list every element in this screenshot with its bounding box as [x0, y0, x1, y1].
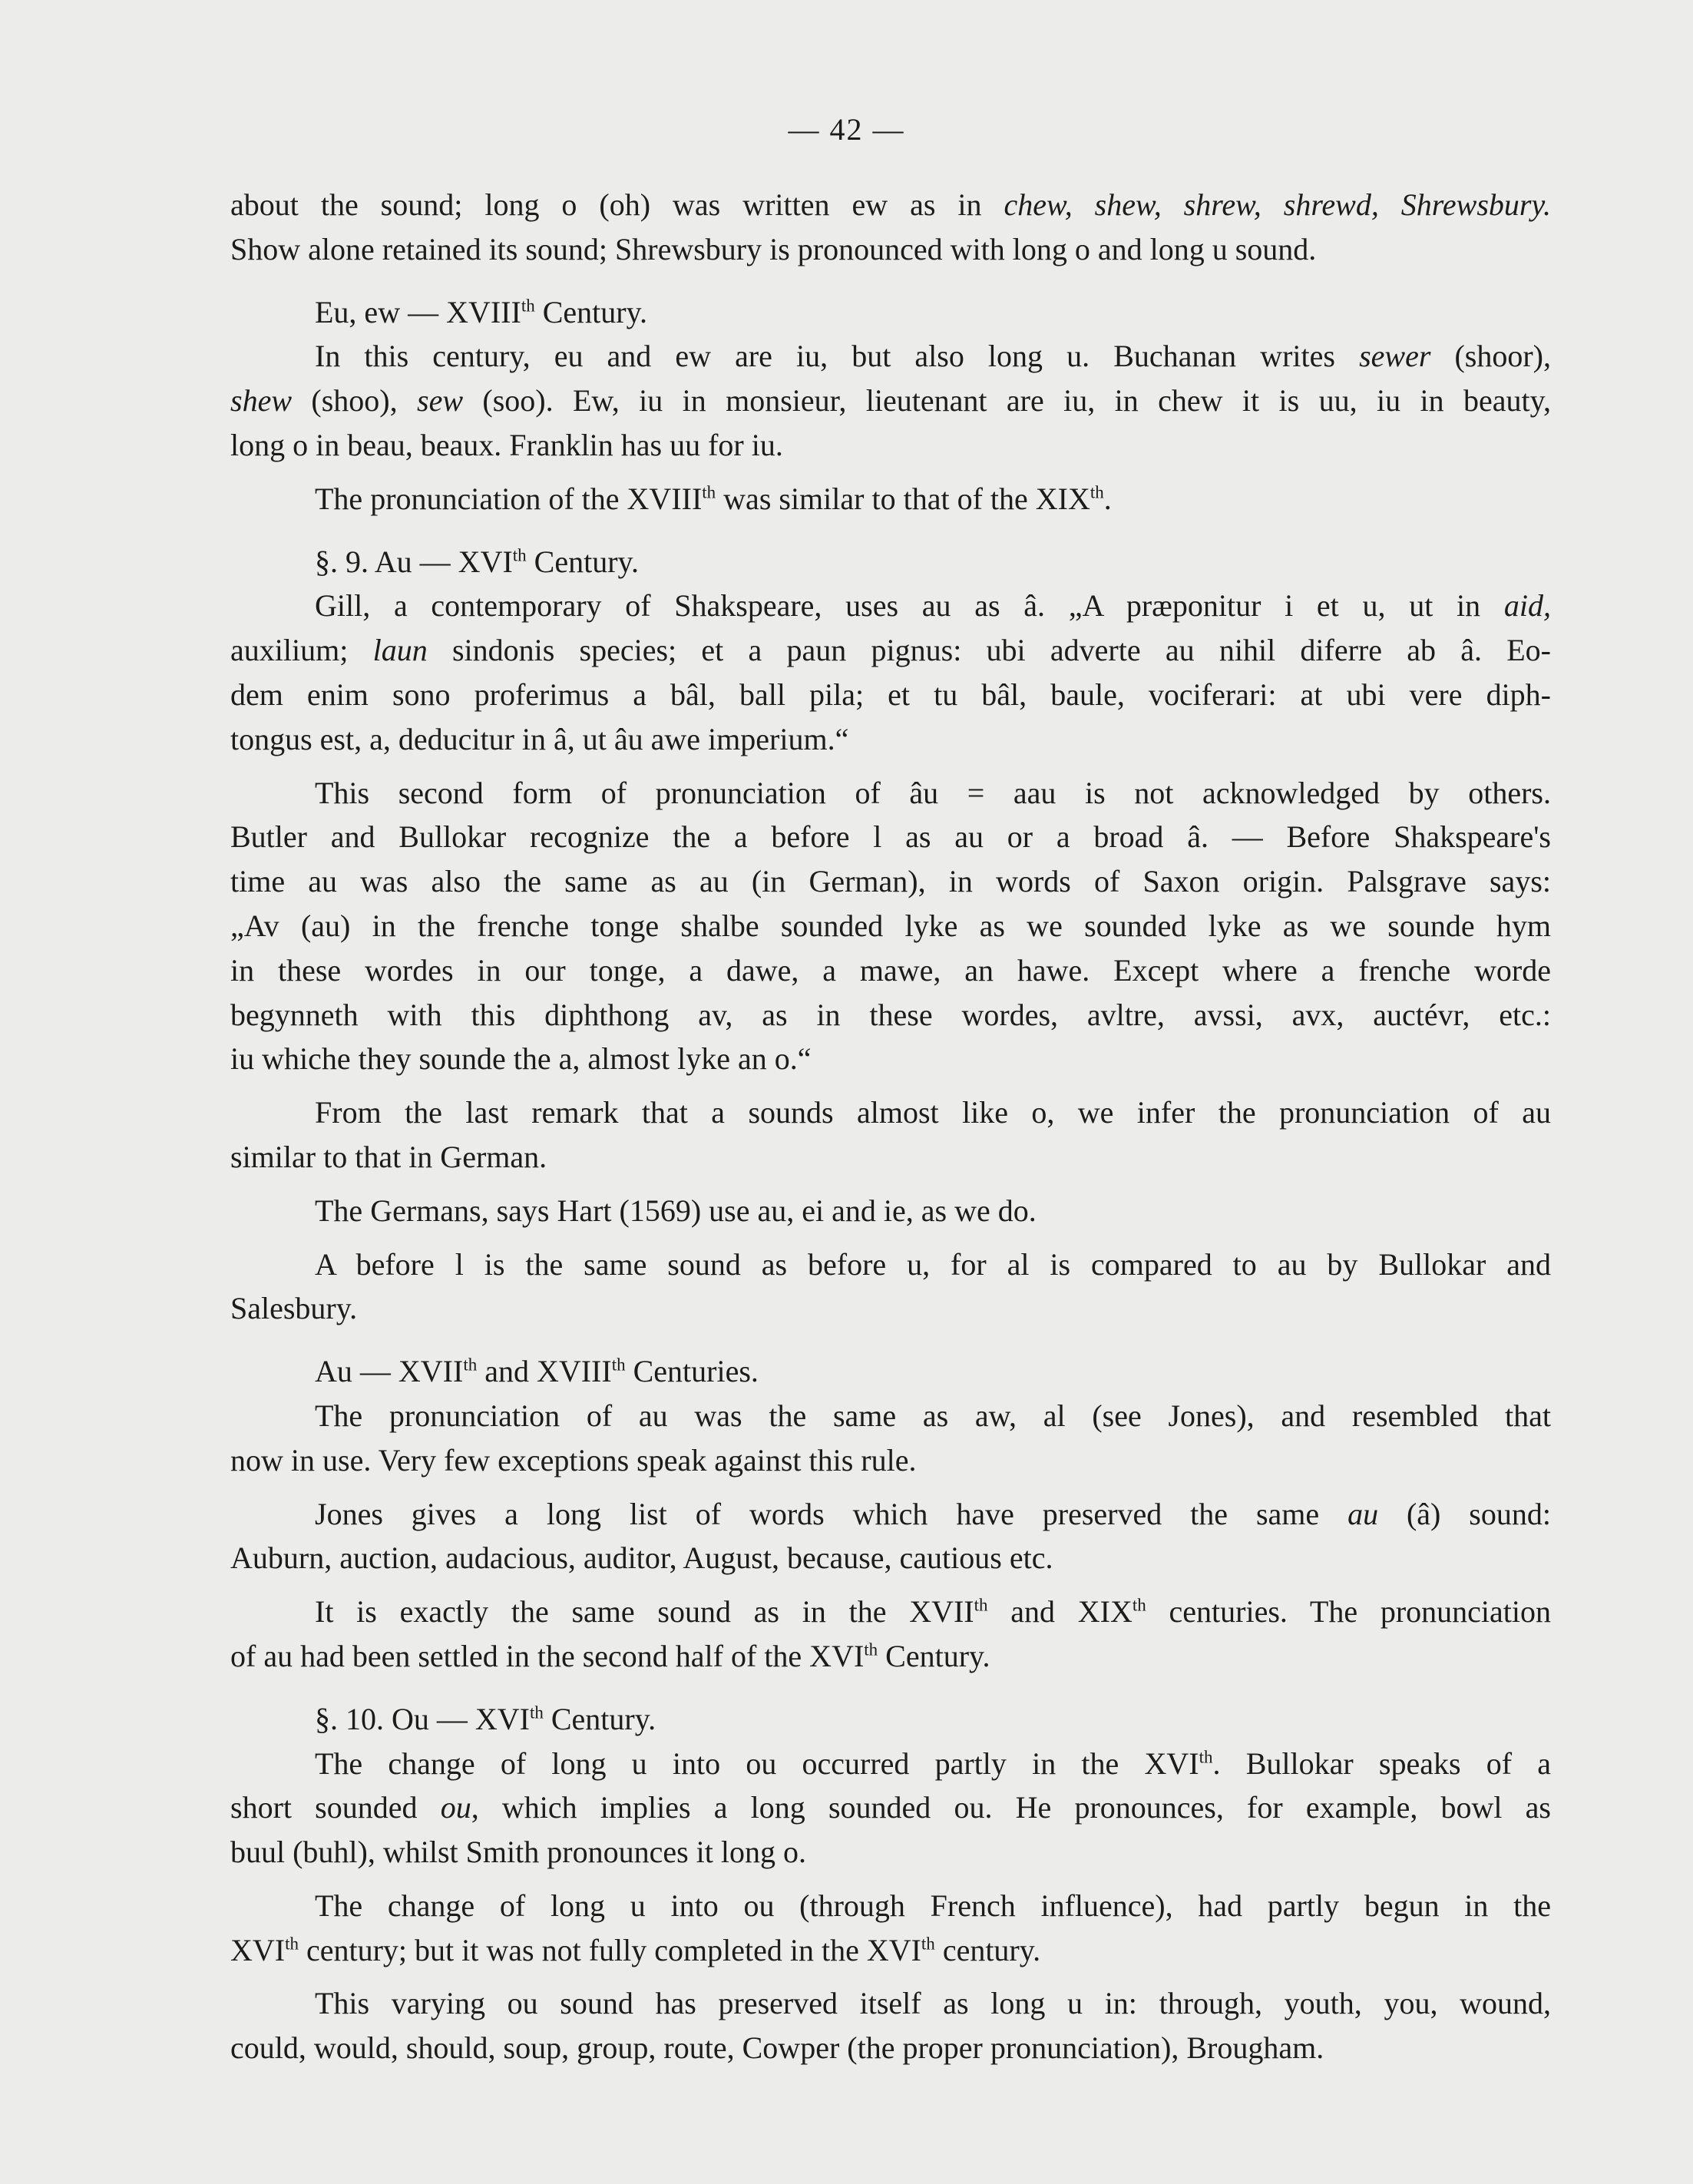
superscript: th [1090, 482, 1104, 502]
text-line [230, 1742, 1551, 1786]
text-line [230, 183, 1551, 227]
text-run: similar to that in German. [230, 1139, 547, 1174]
text-line [230, 1394, 1551, 1438]
text-run: The Germans, says Hart (1569) use au, ei and ie, as we do. [315, 1193, 1037, 1228]
text-run: Century. [878, 1638, 990, 1673]
text-run: of au had been settled in the second half of the XVI [230, 1638, 865, 1673]
text-run: Century. [534, 294, 647, 329]
text-line [230, 948, 1551, 993]
text-line [230, 1189, 1551, 1233]
text-line [230, 584, 1551, 628]
text-line [230, 2026, 1551, 2070]
italic-text: shew [230, 383, 292, 419]
text-line [230, 859, 1551, 904]
text-run: time au was also the same as au (in German), in words of Saxon origin. Palsgrave says: [230, 864, 1551, 899]
text-line [230, 1536, 1551, 1580]
text-run: about the sound; long o (oh) was written ew as in [230, 187, 1004, 222]
text-run: XVI [230, 1932, 286, 1967]
text-run: Show alone retained its sound; Shrewsbury is pronounced with long o and long u sound. [230, 231, 1317, 266]
text-run: century. [934, 1932, 1041, 1967]
section-heading [230, 290, 1551, 335]
text-run: Au — XVII [315, 1354, 464, 1389]
text-run: Jones gives a long list of words which have preserved the same [315, 1496, 1348, 1531]
italic-text: ou [440, 1790, 471, 1825]
text-line [230, 1634, 1551, 1679]
paragraph-gap [230, 1972, 1551, 1981]
text-line [230, 1135, 1551, 1180]
text-run: was similar to that of the XIX [716, 481, 1090, 516]
superscript: th [611, 1355, 626, 1375]
superscript: th [285, 1934, 299, 1954]
paragraph-gap [230, 1331, 1551, 1340]
text-line [230, 477, 1551, 521]
text-run: The pronunciation of au was the same as aw, al (see Jones), and resembled that [315, 1398, 1551, 1433]
paragraph-gap [230, 1180, 1551, 1189]
text-line [230, 815, 1551, 859]
text-line [230, 1830, 1551, 1875]
section-heading [230, 1697, 1551, 1742]
text-line [230, 1492, 1551, 1537]
text-line [230, 423, 1551, 468]
text-run: auxilium; [230, 633, 373, 668]
text-run: (soo). Ew, iu in monsieur, lieutenant are iu, in chew it is uu, iu in beauty, [463, 383, 1551, 419]
paragraph-gap [230, 762, 1551, 771]
text-run: A before l is the same sound as before u, for al is compared to au by Bullokar and [315, 1246, 1551, 1282]
text-run: This second form of pronunciation of âu = aau is not acknowledged by others. [315, 775, 1551, 810]
superscript: th [702, 482, 716, 502]
text-line [230, 1243, 1551, 1287]
text-run: It is exactly the same sound as in the XVII [315, 1594, 974, 1630]
text-run: (â) sound: [1378, 1496, 1551, 1531]
text-run: could, would, should, soup, group, route, Cowper (the proper pronunciation), Brougham. [230, 2030, 1324, 2066]
italic-text: sew [417, 383, 463, 419]
text-line [230, 993, 1551, 1037]
text-line [230, 1037, 1551, 1081]
paragraph-gap [230, 1483, 1551, 1492]
text-run: Centuries. [625, 1354, 759, 1389]
text-run: The change of long u into ou occurred partly in the XVI [315, 1746, 1199, 1781]
superscript: th [512, 545, 527, 565]
paragraph-gap [230, 521, 1551, 531]
text-line [230, 1590, 1551, 1634]
superscript: th [864, 1640, 878, 1660]
text-run: This varying ou sound has preserved itself as long u in: through, youth, you, wound, [315, 1986, 1551, 2021]
superscript: th [1199, 1747, 1213, 1767]
superscript: th [921, 1934, 935, 1954]
text-run: century; but it was not fully completed in the XVI [298, 1932, 921, 1967]
text-run: Eu, ew — XVIII [315, 294, 521, 329]
italic-text: laun [372, 633, 428, 668]
text-run: Century. [526, 544, 639, 579]
text-line [230, 1928, 1551, 1973]
paragraph-gap [230, 1875, 1551, 1884]
text-run: now in use. Very few exceptions speak against this rule. [230, 1442, 917, 1478]
paragraph-gap [230, 1580, 1551, 1590]
text-run: §. 9. Au — XVI [315, 544, 513, 579]
text-line [230, 334, 1551, 379]
text-run: Gill, a contemporary of Shakspeare, uses au as â. „A præponitur i et u, ut in [315, 588, 1504, 624]
text-run: , which implies a long sounded ou. He pronounces, for example, bowl as [471, 1790, 1552, 1825]
italic-text: au [1347, 1496, 1379, 1531]
text-run: (shoor), [1430, 339, 1552, 374]
text-run: in these wordes in our tonge, a dawe, a mawe, an hawe. Except where a frenche worde [230, 952, 1551, 988]
section-heading [230, 1349, 1551, 1394]
text-run: and XIX [987, 1594, 1133, 1630]
superscript: th [463, 1355, 478, 1375]
text-line [230, 1981, 1551, 2026]
paragraph-gap [230, 468, 1551, 477]
text-line [230, 1785, 1551, 1830]
section-heading [230, 540, 1551, 584]
text-run: Butler and Bullokar recognize the a before l as au or a broad â. — Before Shakspeare's [230, 819, 1551, 855]
superscript: th [1132, 1595, 1146, 1615]
paragraph-gap [230, 1233, 1551, 1243]
text-run: (shoo), [292, 383, 417, 419]
italic-text: aid, [1503, 588, 1551, 624]
text-run: Auburn, auction, audacious, auditor, August, because, cautious etc. [230, 1540, 1053, 1576]
page-number: — 42 — [788, 112, 905, 147]
text-run: iu whiche they sounde the a, almost lyke an o.“ [230, 1041, 812, 1077]
text-run: sindonis species; et a paun pignus: ubi adverte au nihil diferre ab â. Eo- [427, 633, 1551, 668]
text-line [230, 1438, 1551, 1483]
text-line [230, 1090, 1551, 1135]
paragraph-gap [230, 1081, 1551, 1090]
paragraph-gap [230, 2070, 1551, 2080]
text-line [230, 1286, 1551, 1331]
superscript: th [974, 1595, 988, 1615]
text-run: short sounded [230, 1790, 441, 1825]
italic-text: chew, shew, shrew, shrewd, Shrewsbury. [1004, 187, 1552, 222]
text-run: The change of long u into ou (through French influence), had partly begun in the [315, 1888, 1551, 1923]
text-run: From the last remark that a sounds almost like o, we infer the pronunciation of au [315, 1095, 1551, 1130]
text-run: tongus est, a, deducitur in â, ut âu awe imperium.“ [230, 721, 849, 756]
text-run: The pronunciation of the XVIII [315, 481, 703, 516]
text-run: Salesbury. [230, 1291, 358, 1326]
text-line [230, 904, 1551, 948]
text-run: §. 10. Ou — XVI [315, 1701, 530, 1736]
superscript: th [529, 1703, 544, 1722]
text-run: begynneth with this diphthong av, as in these wordes, avltre, avssi, avx, auctévr, etc.: [230, 997, 1551, 1032]
text-line [230, 673, 1551, 717]
text-line [230, 628, 1551, 673]
text-run: long o in beau, beaux. Franklin has uu for iu. [230, 427, 783, 462]
text-line [230, 717, 1551, 762]
text-line [230, 227, 1551, 272]
text-run: dem enim sono proferimus a bâl, ball pila; et tu bâl, baule, vociferari: at ubi vere diph- [230, 677, 1551, 712]
text-line [230, 379, 1551, 423]
text-run: centuries. The pronunciation [1146, 1594, 1552, 1630]
text-run: and XVIII [477, 1354, 612, 1389]
paragraph-gap [230, 272, 1551, 281]
text-run: In this century, eu and ew are iu, but also long u. Buchanan writes [315, 339, 1360, 374]
text-line [230, 771, 1551, 816]
text-run: . [1103, 481, 1112, 516]
italic-text: sewer [1359, 339, 1431, 374]
text-run: „Av (au) in the frenche tonge shalbe sounded lyke as we sounded lyke as we sounde hym [230, 908, 1551, 943]
text-run: . Bullokar speaks of a [1212, 1746, 1551, 1781]
page-body [230, 183, 1551, 2080]
paragraph-gap [230, 1679, 1551, 1688]
text-line [230, 1884, 1551, 1928]
text-run: Century. [543, 1701, 656, 1736]
text-run: buul (buhl), whilst Smith pronounces it long o. [230, 1835, 806, 1870]
superscript: th [521, 296, 535, 316]
